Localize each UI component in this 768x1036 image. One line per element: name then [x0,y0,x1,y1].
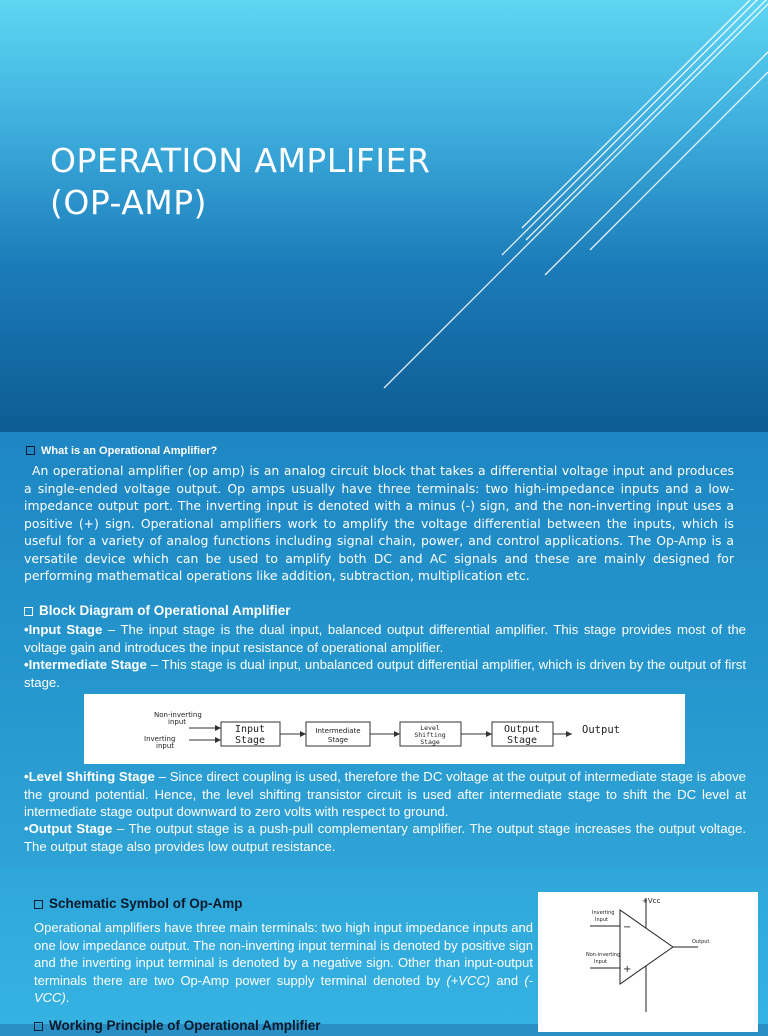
schematic-slide [0,868,768,1033]
svg-text:+: + [623,964,632,975]
checkbox-bullet-icon [34,900,43,909]
title-line-1: OPERATION AMPLIFIER [50,141,431,180]
what-heading: What is an Operational Amplifier? [26,445,217,457]
svg-text:Input: Input [234,724,266,735]
svg-text:Level: Level [420,724,440,732]
input-stage-item: •Input Stage – The input stage is the dual input, balanced output differential amplifier. This stage provides most of the voltage gain and introduces the input resistance of operational amplifier. [24,622,746,655]
svg-text:input: input [168,718,187,726]
svg-text:input: input [156,742,175,750]
svg-text:Output: Output [503,724,541,735]
block-diagram-heading: Block Diagram of Operational Amplifier [24,603,291,618]
svg-text:Stage: Stage [234,735,266,746]
svg-text:Stage: Stage [420,738,440,746]
schematic-paragraph: Operational amplifiers have three main terminals: two high input impedance inputs and one low impedance output. The non-inverting input terminal is denoted by positive sign and the inverting input terminal is denoted by a negative sign. Other than input-output terminals there are two Op-Amp power supply terminal denoted by (+VCC) and (-VCC). [34,920,533,1005]
svg-text:Input: Input [595,917,608,923]
title-line-2: (OP-AMP) [50,183,208,222]
op-amp-symbol [538,892,758,1032]
block-diagram [84,694,685,764]
svg-text:Output: Output [582,724,620,736]
svg-text:+Vcc: +Vcc [642,897,661,905]
slide-title [50,140,430,224]
schematic-heading: Schematic Symbol of Op-Amp [34,896,243,911]
svg-text:Non-inverting: Non-inverting [154,711,202,719]
op-amp-symbol-svg [538,892,758,1032]
svg-text:Inverting: Inverting [592,910,615,916]
working-principle-heading: Working Principle of Operational Amplifier [34,1018,321,1033]
svg-text:Non-inverting: Non-inverting [586,952,621,958]
svg-text:−: − [623,922,632,933]
output-stage-item: •Output Stage – The output stage is a push-pull complementary amplifier. The output stage increases the output voltage. The output stage also provides low output resistance. [24,821,746,854]
content-slide [0,432,768,868]
block-diagram-svg [84,694,685,764]
svg-text:Stage: Stage [506,735,538,746]
title-slide [0,0,768,432]
intermediate-stage-item: •Intermediate Stage – This stage is dual input, unbalanced output differential amplifier, which is driven by the output of first stage. [24,657,747,690]
svg-text:Stage: Stage [327,736,349,744]
what-paragraph: An operational amplifier (op amp) is an analog circuit block that takes a differential voltage input and produces a single-ended voltage output. Op amps usually have three terminals: two high-impedance inputs and a low-impedance output port. The inverting input is denoted with a minus (-) sign, and the non-inverting input uses a positive (+) sign. Operational amplifiers work to amplify the voltage differential between the inputs, which is useful for a variety of analog functions including signal chain, power, and control applications. The Op-Amp is a versatile device which can be used to amplify both DC and AC signals and these are mainly designed for performing mathematical operations like addition, subtraction, multiplication etc. [24,463,734,583]
svg-text:Intermediate: Intermediate [315,727,361,735]
checkbox-bullet-icon [26,446,35,455]
level-shifting-item: •Level Shifting Stage – Since direct coupling is used, therefore the DC voltage at the output of intermediate stage is above the ground potential. Hence, the level shifting transistor circuit is used after intermediate stage to shift the DC level at intermediate stage output downward to zero volts with respect to ground. [24,769,746,819]
svg-text:Input: Input [594,959,607,965]
checkbox-bullet-icon [24,607,33,616]
svg-text:Inverting: Inverting [144,735,176,743]
svg-text:Shifting: Shifting [414,731,446,739]
checkbox-bullet-icon [34,1022,43,1031]
svg-text:Output: Output [692,939,710,945]
